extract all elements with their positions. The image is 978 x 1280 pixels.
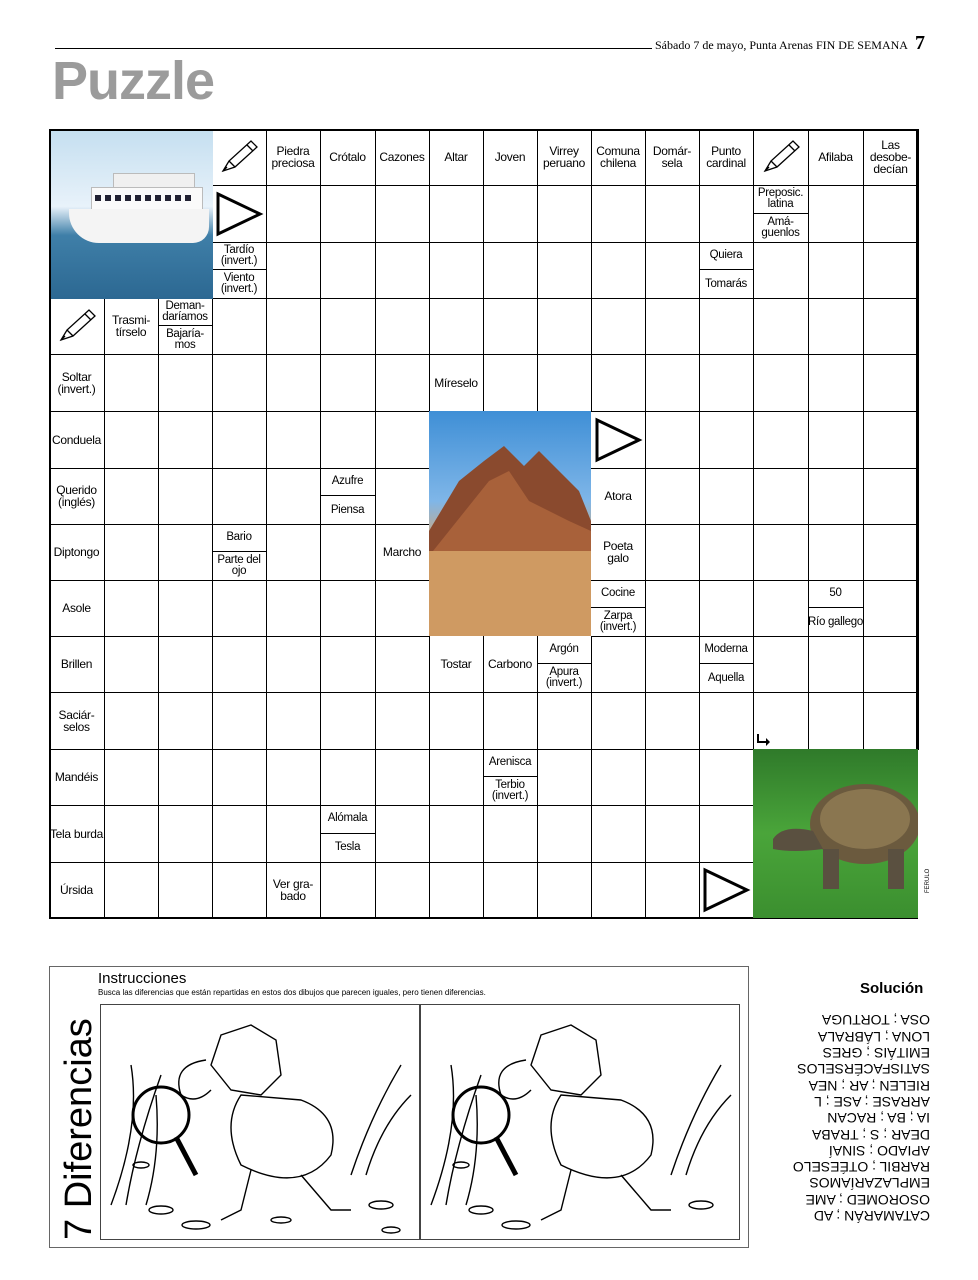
grid-cell[interactable] <box>266 580 321 637</box>
grid-cell[interactable] <box>645 692 700 750</box>
grid-cell[interactable] <box>699 692 754 750</box>
grid-cell[interactable] <box>483 298 538 355</box>
grid-cell[interactable] <box>429 692 484 750</box>
grid-cell[interactable] <box>104 805 159 863</box>
grid-cell[interactable] <box>266 468 321 525</box>
grid-cell[interactable] <box>699 524 754 581</box>
grid-cell[interactable] <box>537 749 592 806</box>
grid-cell[interactable] <box>699 185 754 243</box>
clue-r0: Joven <box>494 150 526 164</box>
diferencias-title: 7 Diferencias <box>58 1018 100 1240</box>
grid-cell[interactable] <box>429 805 484 863</box>
grid-cell[interactable] <box>863 636 919 693</box>
grid-cell[interactable] <box>645 805 700 863</box>
grid-cell[interactable] <box>266 692 321 750</box>
grid-cell[interactable] <box>429 185 484 243</box>
clue-split: Parte del ojo <box>217 554 261 577</box>
clue: Mandéis <box>54 770 99 784</box>
clue-r0: Cazones <box>379 150 425 164</box>
grid-cell[interactable] <box>808 524 864 581</box>
grid-cell[interactable] <box>863 185 919 243</box>
grid-cell[interactable] <box>212 636 267 693</box>
grid-cell[interactable] <box>266 185 321 243</box>
clue: Brillen <box>60 657 93 671</box>
grid-cell[interactable] <box>320 242 376 299</box>
clue: Ver gra- bado <box>272 877 314 903</box>
grid-cell[interactable] <box>645 468 700 525</box>
grid-cell[interactable] <box>753 354 809 412</box>
header-date: Sábado 7 de mayo, Punta Arenas FIN DE SEMANA <box>655 38 908 52</box>
drawing-right[interactable] <box>420 1004 740 1240</box>
grid-cell[interactable] <box>753 411 809 469</box>
grid-cell[interactable] <box>591 185 646 243</box>
grid-cell[interactable] <box>104 524 159 581</box>
clue: Saciár- selos <box>58 707 95 734</box>
drawing-left[interactable] <box>100 1004 420 1240</box>
clue-split: 50 <box>808 580 863 608</box>
clue-split: Cocine <box>591 580 645 608</box>
grid-cell[interactable] <box>537 298 592 355</box>
grid-cell[interactable] <box>863 354 919 412</box>
grid-cell[interactable] <box>429 862 484 919</box>
grid-cell[interactable] <box>753 298 809 355</box>
clue-split: Quiera <box>699 242 753 270</box>
clue: Trasmi- tírselo <box>111 313 151 339</box>
grid-cell[interactable] <box>104 354 159 412</box>
grid-cell[interactable] <box>863 468 919 525</box>
clue-r0: Las desobe- decían <box>869 138 912 176</box>
grid-cell[interactable] <box>591 692 646 750</box>
clue-split: Argón <box>537 636 591 664</box>
clue-r0: Afilaba <box>818 150 853 164</box>
page-number: 7 <box>915 32 925 54</box>
grid-cell[interactable] <box>320 862 376 919</box>
grid-cell[interactable] <box>266 749 321 806</box>
grid-cell[interactable] <box>375 298 430 355</box>
clue-r0: Piedra preciosa <box>271 144 315 170</box>
grid-cell[interactable] <box>104 580 159 637</box>
clue-split: Tesla <box>334 841 361 854</box>
grid-cell[interactable] <box>429 242 484 299</box>
grid-cell[interactable] <box>375 354 430 412</box>
clue-r0: Virrey peruano <box>543 144 585 170</box>
clue-split: Moderna <box>699 636 753 664</box>
grid-cell[interactable] <box>104 692 159 750</box>
grid-cell[interactable] <box>591 354 646 412</box>
solution-text: CATAMARÁN ; AD OSOROMED ; AME EMPLAZARÍAMOS RARBIL ; OTÉESELO APIADO ; SINAÍ DEAR ; S ; TRABA IA ; BA ; RACAN ARRASE ; ASE ; L RIELEN ; AR ; NEA SATISFACÉRSELOS EMITÁIS ; GRES LONA ; LÁBRALA OSA ; TORTUGA <box>792 1012 930 1224</box>
clue: Conduela <box>52 432 101 447</box>
grid-cell[interactable] <box>537 242 592 299</box>
grid-cell[interactable] <box>320 692 376 750</box>
grid-cell[interactable] <box>863 411 919 469</box>
grid-cell[interactable] <box>591 862 646 919</box>
grid-cell[interactable] <box>429 298 484 355</box>
grid-cell[interactable] <box>266 411 321 469</box>
grid-cell[interactable] <box>212 354 267 412</box>
grid-cell[interactable] <box>645 524 700 581</box>
instructions-text: Busca las diferencias que están repartidas en estos dos dibujos que parecen iguales, pero tienen diferencias. <box>98 988 486 997</box>
clue-split: Azufre <box>320 468 375 496</box>
clue-split: Zarpa (invert.) <box>599 610 637 633</box>
grid-cell[interactable] <box>266 636 321 693</box>
grid-cell[interactable] <box>158 862 213 919</box>
clue-split: Preposic. latina <box>753 185 808 214</box>
grid-cell[interactable] <box>158 354 213 412</box>
pen-icon <box>49 298 104 354</box>
grid-cell[interactable] <box>645 862 700 919</box>
grid-cell[interactable] <box>753 580 809 637</box>
grid-cell[interactable] <box>320 185 376 243</box>
grid-cell[interactable] <box>266 354 321 412</box>
pen-icon <box>212 129 266 185</box>
grid-cell[interactable] <box>699 805 754 863</box>
grid-cell[interactable] <box>753 524 809 581</box>
clue-r0: Punto cardinal <box>706 144 746 170</box>
detective-drawing-icon <box>421 1005 740 1240</box>
clue: Soltar (invert.) <box>57 369 96 396</box>
clue-split: Tardío (invert.) <box>212 242 266 270</box>
clue-split: Terbio (invert.) <box>491 779 529 802</box>
grid-cell[interactable] <box>645 636 700 693</box>
grid-cell[interactable] <box>808 411 864 469</box>
grid-cell[interactable] <box>699 749 754 806</box>
grid-cell[interactable] <box>266 298 321 355</box>
grid-cell[interactable] <box>808 242 864 299</box>
clue-split: Aquella <box>707 671 745 684</box>
grid-cell[interactable] <box>375 636 430 693</box>
clue: Poeta galo <box>603 539 633 565</box>
grid-cell[interactable] <box>645 749 700 806</box>
grid-cell[interactable] <box>591 805 646 863</box>
grid-cell[interactable] <box>320 354 376 412</box>
clue: Marcho <box>382 545 422 559</box>
grid-cell[interactable] <box>808 636 864 693</box>
grid-cell[interactable] <box>863 298 919 355</box>
grid-cell[interactable] <box>212 862 267 919</box>
grid-cell[interactable] <box>212 805 267 863</box>
clue-split: Río gallego <box>808 615 863 628</box>
desert-mountain-photo <box>429 411 591 636</box>
grid-cell[interactable] <box>537 862 592 919</box>
grid-cell[interactable] <box>808 468 864 525</box>
clue-split: Deman- daríamos <box>158 298 212 326</box>
grid-cell[interactable] <box>645 185 700 243</box>
arrow-triangle-icon <box>591 411 645 468</box>
grid-cell[interactable] <box>591 636 646 693</box>
clue-r0: Domár- sela <box>652 144 692 170</box>
grid-cell[interactable] <box>375 862 430 919</box>
grid-cell[interactable] <box>699 580 754 637</box>
grid-cell[interactable] <box>104 468 159 525</box>
grid-cell[interactable] <box>375 805 430 863</box>
grid-cell[interactable] <box>104 862 159 919</box>
clue-split: Bajaría- mos <box>166 328 204 351</box>
clue: Querido (inglés) <box>56 483 97 509</box>
grid-cell[interactable] <box>753 468 809 525</box>
grid-cell[interactable] <box>158 692 213 750</box>
clue-r0: Altar <box>444 150 468 164</box>
header-rule <box>55 48 652 49</box>
grid-cell[interactable] <box>104 749 159 806</box>
grid-cell[interactable] <box>212 749 267 806</box>
grid-cell[interactable] <box>645 580 700 637</box>
grid-cell[interactable] <box>375 242 430 299</box>
ship-photo <box>51 131 213 299</box>
grid-cell[interactable] <box>537 805 592 863</box>
grid-cell[interactable] <box>699 468 754 525</box>
clue: Míreselo <box>434 375 478 390</box>
grid-cell[interactable] <box>645 354 700 412</box>
grid-cell[interactable] <box>591 242 646 299</box>
grid-cell[interactable] <box>212 298 267 355</box>
clue-split: Apura (invert.) <box>545 666 583 689</box>
grid-cell[interactable] <box>158 411 213 469</box>
grid-cell[interactable] <box>483 242 538 299</box>
clue-split: Bario <box>212 524 266 552</box>
clue: Úrsida <box>60 883 93 897</box>
bent-arrow-icon <box>755 733 771 747</box>
clue: Asole <box>62 601 91 615</box>
grid-cell[interactable] <box>645 411 700 469</box>
clue-split: Amá- guenlos <box>761 215 800 239</box>
grid-cell[interactable] <box>212 468 267 525</box>
grid-cell[interactable] <box>375 185 430 243</box>
grid-cell[interactable] <box>645 242 700 299</box>
grid-cell[interactable] <box>483 354 538 412</box>
clue-split: Arenisca <box>483 749 537 777</box>
grid-cell[interactable] <box>483 692 538 750</box>
grid-cell[interactable] <box>320 411 376 469</box>
detective-drawing-icon <box>101 1005 420 1240</box>
grid-cell[interactable] <box>158 468 213 525</box>
grid-cell[interactable] <box>320 749 376 806</box>
grid-cell[interactable] <box>266 805 321 863</box>
grid-cell[interactable] <box>591 298 646 355</box>
grid-cell[interactable] <box>753 636 809 693</box>
grid-cell[interactable] <box>699 411 754 469</box>
grid-cell[interactable] <box>863 242 919 299</box>
clue: Tela burda <box>49 826 104 841</box>
clue-r0: Crótalo <box>329 150 366 164</box>
grid-cell[interactable] <box>320 580 376 637</box>
tortoise-photo <box>753 749 918 918</box>
arrow-triangle-icon <box>212 185 266 242</box>
pen-icon <box>753 129 808 185</box>
grid-cell[interactable] <box>212 580 267 637</box>
clue: Diptongo <box>53 545 100 559</box>
grid-cell[interactable] <box>863 580 919 637</box>
grid-cell[interactable] <box>483 862 538 919</box>
clue: Tostar <box>440 657 472 671</box>
clue: Carbono <box>488 657 532 671</box>
grid-cell[interactable] <box>808 354 864 412</box>
grid-cell[interactable] <box>808 298 864 355</box>
arrow-triangle-icon <box>699 862 753 918</box>
crossword-grid <box>49 129 918 919</box>
grid-cell[interactable] <box>158 580 213 637</box>
grid-cell[interactable] <box>863 524 919 581</box>
grid-cell[interactable] <box>699 298 754 355</box>
grid-cell[interactable] <box>375 411 430 469</box>
grid-cell[interactable] <box>375 749 430 806</box>
clue: Atora <box>604 489 632 503</box>
grid-cell[interactable] <box>266 524 321 581</box>
grid-cell[interactable] <box>320 524 376 581</box>
grid-cell[interactable] <box>429 749 484 806</box>
clue-split: Viento (invert.) <box>220 272 258 295</box>
grid-cell[interactable] <box>863 692 919 750</box>
grid-cell[interactable] <box>375 468 430 525</box>
section-title: Puzzle <box>52 51 215 111</box>
credit: FERULO <box>925 868 931 893</box>
grid-cell[interactable] <box>375 692 430 750</box>
grid-cell[interactable] <box>483 185 538 243</box>
grid-cell[interactable] <box>753 242 809 299</box>
clue-split: Tomarás <box>705 277 747 290</box>
clue-split: Piensa <box>330 503 365 516</box>
grid-cell[interactable] <box>158 805 213 863</box>
grid-cell[interactable] <box>158 749 213 806</box>
solution-heading: Solución <box>860 980 924 997</box>
grid-cell[interactable] <box>645 298 700 355</box>
grid-cell[interactable] <box>808 692 864 750</box>
grid-cell[interactable] <box>537 354 592 412</box>
grid-cell[interactable] <box>591 749 646 806</box>
grid-cell[interactable] <box>158 524 213 581</box>
grid-cell[interactable] <box>104 411 159 469</box>
grid-cell[interactable] <box>158 636 213 693</box>
clue-r0: Comuna chilena <box>596 144 640 170</box>
instructions-heading: Instrucciones <box>98 970 187 987</box>
grid-cell[interactable] <box>537 185 592 243</box>
grid-cell[interactable] <box>266 242 321 299</box>
grid-cell[interactable] <box>212 692 267 750</box>
grid-cell[interactable] <box>808 185 864 243</box>
grid-cell[interactable] <box>375 580 430 637</box>
grid-cell[interactable] <box>320 298 376 355</box>
clue-split: Alómala <box>320 805 375 834</box>
grid-cell[interactable] <box>699 354 754 412</box>
grid-cell[interactable] <box>212 411 267 469</box>
grid-cell[interactable] <box>537 692 592 750</box>
grid-cell[interactable] <box>483 805 538 863</box>
grid-cell[interactable] <box>320 636 376 693</box>
grid-cell[interactable] <box>104 636 159 693</box>
